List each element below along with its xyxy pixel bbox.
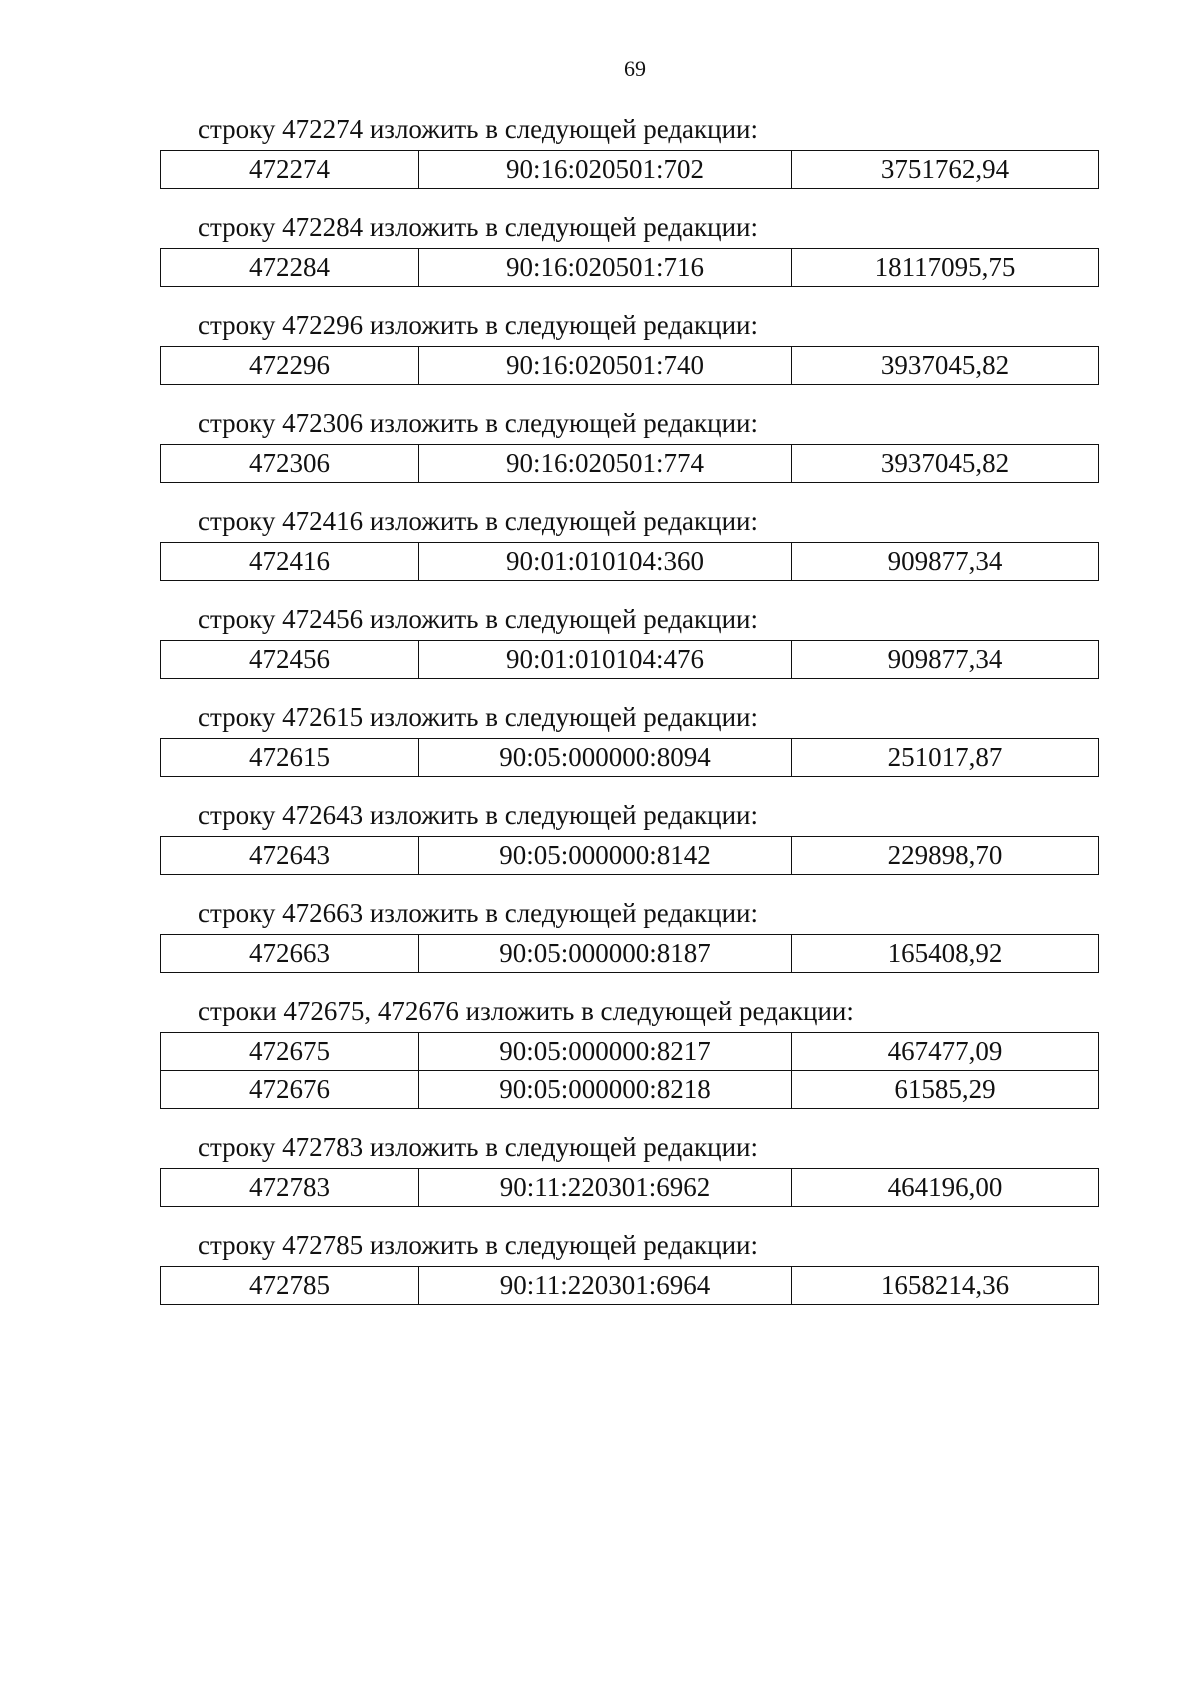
amendment-instruction: строку 472663 изложить в следующей редакции: — [198, 898, 759, 928]
amendment-block — [0, 994, 1200, 1109]
row-number-cell: 472615 — [161, 739, 419, 777]
page-number: 69 — [624, 56, 646, 81]
value-cell: 165408,92 — [792, 935, 1099, 973]
amendment-instruction: строку 472296 изложить в следующей редакции: — [198, 310, 759, 340]
value-cell: 464196,00 — [792, 1169, 1099, 1207]
cadastral-number-cell: 90:01:010104:360 — [419, 543, 792, 581]
amendment-instruction: строки 472675, 472676 изложить в следующей редакции: — [198, 996, 854, 1026]
amendment-instruction: строку 472643 изложить в следующей редакции: — [198, 800, 759, 830]
value-cell: 3937045,82 — [792, 347, 1099, 385]
value-cell: 61585,29 — [792, 1071, 1099, 1109]
cadastral-number-cell: 90:05:000000:8187 — [419, 935, 792, 973]
row-number-cell: 472284 — [161, 249, 419, 287]
amendment-block — [0, 798, 1200, 875]
table-row — [161, 347, 1099, 385]
row-number-cell: 472643 — [161, 837, 419, 875]
amendment-table — [160, 444, 1099, 483]
cadastral-number-cell: 90:11:220301:6962 — [419, 1169, 792, 1207]
amendment-table — [160, 1032, 1099, 1109]
cadastral-number-cell: 90:16:020501:774 — [419, 445, 792, 483]
cadastral-number-cell: 90:16:020501:702 — [419, 151, 792, 189]
table-row — [161, 445, 1099, 483]
row-number-cell: 472456 — [161, 641, 419, 679]
cadastral-number-cell: 90:05:000000:8217 — [419, 1033, 792, 1071]
amendment-table — [160, 640, 1099, 679]
amendment-block — [0, 210, 1200, 287]
cadastral-number-cell: 90:01:010104:476 — [419, 641, 792, 679]
row-number-cell: 472676 — [161, 1071, 419, 1109]
table-row — [161, 151, 1099, 189]
amendment-block — [0, 504, 1200, 581]
amendment-table — [160, 836, 1099, 875]
value-cell: 18117095,75 — [792, 249, 1099, 287]
row-number-cell: 472306 — [161, 445, 419, 483]
amendment-table — [160, 346, 1099, 385]
cadastral-number-cell: 90:05:000000:8094 — [419, 739, 792, 777]
amendment-block — [0, 1228, 1200, 1305]
cadastral-number-cell: 90:16:020501:740 — [419, 347, 792, 385]
table-row — [161, 935, 1099, 973]
row-number-cell: 472785 — [161, 1267, 419, 1305]
amendment-block — [0, 602, 1200, 679]
table-row — [161, 249, 1099, 287]
table-row — [161, 1033, 1099, 1071]
amendment-instruction: строку 472783 изложить в следующей редакции: — [198, 1132, 759, 1162]
amendment-block — [0, 406, 1200, 483]
value-cell: 3751762,94 — [792, 151, 1099, 189]
amendment-table — [160, 150, 1099, 189]
value-cell: 1658214,36 — [792, 1267, 1099, 1305]
amendment-block — [0, 700, 1200, 777]
row-number-cell: 472274 — [161, 151, 419, 189]
amendment-block — [0, 308, 1200, 385]
value-cell: 229898,70 — [792, 837, 1099, 875]
amendment-table — [160, 738, 1099, 777]
table-row — [161, 543, 1099, 581]
amendment-block — [0, 112, 1200, 189]
amendment-instruction: строку 472615 изложить в следующей редакции: — [198, 702, 759, 732]
amendment-instruction: строку 472274 изложить в следующей редакции: — [198, 114, 759, 144]
value-cell: 3937045,82 — [792, 445, 1099, 483]
cadastral-number-cell: 90:11:220301:6964 — [419, 1267, 792, 1305]
row-number-cell: 472296 — [161, 347, 419, 385]
table-row — [161, 837, 1099, 875]
amendment-block — [0, 1130, 1200, 1207]
amendment-block — [0, 896, 1200, 973]
value-cell: 909877,34 — [792, 641, 1099, 679]
table-row — [161, 1169, 1099, 1207]
amendment-instruction: строку 472785 изложить в следующей редакции: — [198, 1230, 759, 1260]
table-row — [161, 641, 1099, 679]
amendment-instruction: строку 472416 изложить в следующей редакции: — [198, 506, 759, 536]
row-number-cell: 472416 — [161, 543, 419, 581]
value-cell: 467477,09 — [792, 1033, 1099, 1071]
amendment-table — [160, 934, 1099, 973]
amendment-table — [160, 542, 1099, 581]
row-number-cell: 472783 — [161, 1169, 419, 1207]
cadastral-number-cell: 90:16:020501:716 — [419, 249, 792, 287]
table-row — [161, 739, 1099, 777]
amendment-table — [160, 1168, 1099, 1207]
value-cell: 251017,87 — [792, 739, 1099, 777]
cadastral-number-cell: 90:05:000000:8218 — [419, 1071, 792, 1109]
table-row — [161, 1071, 1099, 1109]
table-row — [161, 1267, 1099, 1305]
amendment-table — [160, 1266, 1099, 1305]
amendment-instruction: строку 472456 изложить в следующей редакции: — [198, 604, 759, 634]
cadastral-number-cell: 90:05:000000:8142 — [419, 837, 792, 875]
amendment-table — [160, 248, 1099, 287]
value-cell: 909877,34 — [792, 543, 1099, 581]
amendment-instruction: строку 472306 изложить в следующей редакции: — [198, 408, 759, 438]
row-number-cell: 472663 — [161, 935, 419, 973]
row-number-cell: 472675 — [161, 1033, 419, 1071]
amendment-list — [0, 112, 1200, 1326]
amendment-instruction: строку 472284 изложить в следующей редакции: — [198, 212, 759, 242]
